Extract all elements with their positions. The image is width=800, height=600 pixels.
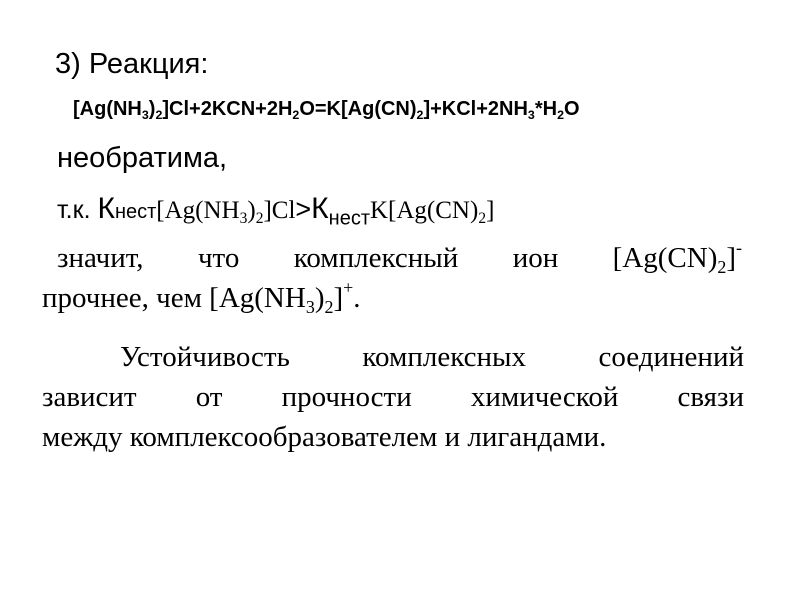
eq-part: O=K[Ag(CN) [299, 98, 417, 120]
complex-1-sub: 3 [239, 209, 248, 227]
complex-2-part: ] [486, 197, 495, 224]
conclusion-text: ] [333, 282, 344, 314]
stability-line-2: зависит от прочности химической связи [42, 381, 744, 413]
eq-sub: 2 [416, 107, 424, 122]
complex-2 [369, 197, 495, 227]
conclusion-charge: - [736, 237, 742, 258]
complex-1-part: [Ag(NH [156, 197, 240, 224]
reaction-heading: 3) Реакция: [55, 48, 209, 80]
conclusion-text: прочнее, чем [Ag(NH [42, 282, 306, 314]
eq-sub: 2 [155, 107, 163, 122]
eq-part: [Ag(NH [73, 98, 142, 120]
eq-part: ]Cl+2KCN+2H [162, 98, 293, 120]
eq-part: ) [148, 98, 156, 120]
complex-2-part: K[Ag(CN) [369, 197, 479, 224]
k-instability-1: К [97, 192, 115, 225]
eq-sub: 2 [557, 107, 564, 122]
stability-line-1: Устойчивость комплексных соединений [120, 341, 744, 373]
eq-sub: 3 [527, 107, 535, 122]
conclusion-paragraph [42, 238, 742, 318]
conclusion-charge: + [343, 277, 354, 298]
conclusion-line-2 [27, 278, 742, 318]
greater-than: > [295, 194, 312, 224]
eq-sub: 2 [292, 107, 300, 122]
conclusion-text: . [353, 282, 361, 314]
eq-part: O [563, 98, 580, 120]
conclusion-sub: 2 [324, 296, 334, 317]
complex-1-part: ]Cl [263, 197, 296, 224]
complex-1 [156, 197, 296, 227]
reaction-equation [73, 98, 580, 121]
irreversible-text: необратима, [57, 142, 228, 174]
complex-1-sub: 2 [255, 209, 264, 227]
stability-constant-comparison [57, 192, 495, 230]
conclusion-sub: 3 [305, 296, 315, 317]
because-prefix: т.к. [57, 196, 98, 224]
conclusion-text: ) [314, 282, 325, 314]
complex-2-sub: 2 [478, 209, 487, 227]
conclusion-text: ] [726, 242, 737, 274]
stability-line-3: между комплексообразователем и лигандами. [42, 421, 607, 453]
k-instability-2: К [311, 192, 329, 225]
eq-part: *H [534, 98, 558, 120]
complex-1-part: ) [247, 197, 256, 224]
k-instability-2-sub: нест [328, 207, 370, 230]
conclusion-sub: 2 [717, 256, 727, 277]
conclusion-text: значит, что комплексный ион [Ag(CN) [57, 242, 718, 274]
k-instability-1-label: нест [114, 201, 157, 223]
conclusion-line-1 [42, 238, 742, 278]
eq-part: ]+KCl+2NH [423, 98, 528, 120]
eq-sub: 3 [141, 107, 149, 122]
stability-paragraph [42, 337, 744, 457]
